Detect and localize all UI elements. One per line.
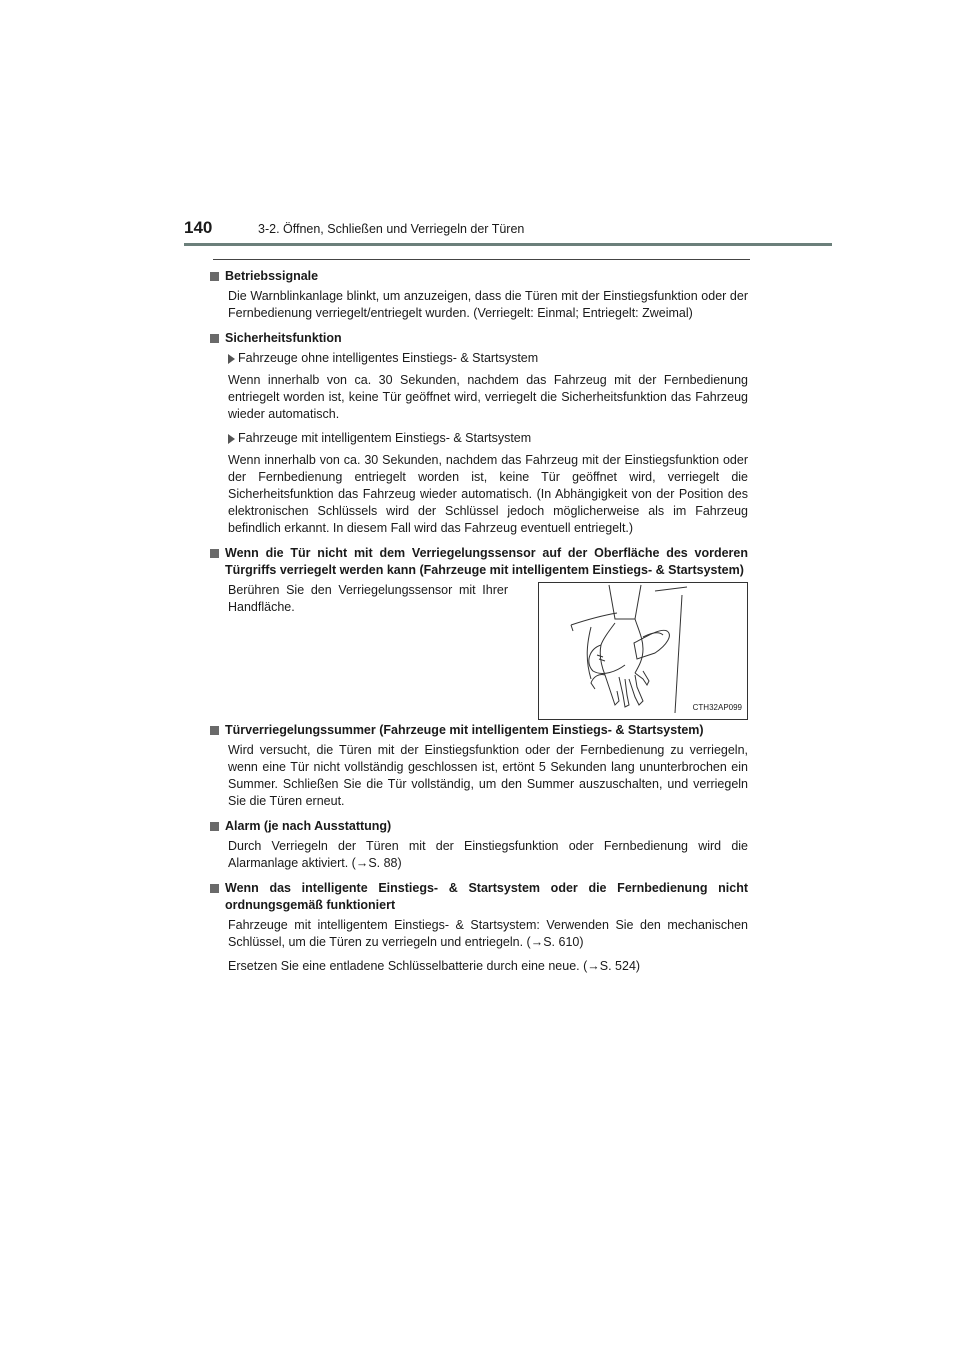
- section-paragraph: Ersetzen Sie eine entladene Schlüsselbatterie durch eine neue. (→S. 524): [228, 959, 641, 973]
- section-title: Wenn die Tür nicht mit dem Verriegelungssensor auf der Oberfläche des vorderen Türgriffs verriegelt werden kann (Fahrzeuge mit intelligentem Einstiegs- & Startsystem): [210, 545, 748, 579]
- sub-heading: Fahrzeuge mit intelligentem Einstiegs- & Startsystem: [228, 430, 748, 447]
- header-rule: [184, 243, 832, 246]
- section-title: Sicherheitsfunktion: [210, 330, 748, 347]
- content-rule: [213, 259, 750, 260]
- square-bullet-icon: [210, 726, 219, 735]
- square-bullet-icon: [210, 549, 219, 558]
- page-content: [210, 268, 748, 982]
- section-title: Betriebssignale: [210, 268, 748, 285]
- page-header: [184, 216, 834, 252]
- square-bullet-icon: [210, 822, 219, 831]
- section-paragraph: Berühren Sie den Verriegelungssensor mit Ihrer Handfläche.: [228, 583, 508, 614]
- square-bullet-icon: [210, 884, 219, 893]
- section-paragraph: Durch Verriegeln der Türen mit der Einstiegsfunktion oder Fernbedienung wird die Alarmanlage aktiviert. (→S. 88): [228, 839, 748, 870]
- section-alarm: [210, 818, 748, 872]
- section-paragraph: Wird versucht, die Türen mit der Einstiegsfunktion oder der Fernbedienung zu verriegeln, wenn eine Tür nicht vollständig geschlossen ist, ertönt 5 Sekunden lang ununterbrochen ein Summer. Schließen Sie die Tür vollständig, um den Summer auszuschalten, und verriegeln Sie die Türen erneut.: [228, 743, 748, 808]
- page-number: 140: [184, 218, 213, 237]
- section-paragraph: Fahrzeuge mit intelligentem Einstiegs- & Startsystem: Verwenden Sie den mechanischen Schlüssel, um die Türen zu verriegeln und entriegeln. (→S. 610): [228, 918, 748, 949]
- section-operation-signals: [210, 268, 748, 322]
- section-paragraph: Wenn innerhalb von ca. 30 Sekunden, nachdem das Fahrzeug mit der Einstiegsfunktion oder der Fernbedienung entriegelt worden ist, keine Tür geöffnet wird, verriegelt die Sicherheitsfunktion das Fahrzeug wieder automatisch. (In Abhängigkeit von der Position des elektronischen Schlüssels wird der Schlüssel jedoch möglicherweise als im Fahrzeug befindlich erkannt. In diesem Fall wird das Fahrzeug eventuell entriegelt.): [228, 453, 748, 535]
- section-title: Alarm (je nach Ausstattung): [210, 818, 748, 835]
- chapter-title: 3-2. Öffnen, Schließen und Verriegeln der Türen: [258, 222, 525, 236]
- section-lock-sensor: [210, 545, 748, 722]
- triangle-bullet-icon: [228, 434, 235, 444]
- section-door-lock-buzzer: [210, 722, 748, 810]
- section-malfunction: [210, 880, 748, 975]
- section-title: Wenn das intelligente Einstiegs- & Startsystem oder die Fernbedienung nicht ordnungsgemäß funktioniert: [210, 880, 748, 914]
- section-paragraph: Wenn innerhalb von ca. 30 Sekunden, nachdem das Fahrzeug mit der Fernbedienung entriegelt worden ist, keine Tür geöffnet wird, verriegelt die Sicherheitsfunktion das Fahrzeug wieder automatisch.: [228, 373, 748, 421]
- triangle-bullet-icon: [228, 354, 235, 364]
- section-title: Türverriegelungssummer (Fahrzeuge mit intelligentem Einstiegs- & Startsystem): [210, 722, 748, 739]
- door-handle-figure: [538, 582, 748, 720]
- section-security-function: [210, 330, 748, 537]
- section-paragraph: Die Warnblinkanlage blinkt, um anzuzeigen, dass die Türen mit der Einstiegsfunktion oder der Fernbedienung verriegelt/entriegelt wurden. (Verriegelt: Einmal; Entriegelt: Zweimal): [228, 289, 748, 320]
- square-bullet-icon: [210, 272, 219, 281]
- figure-id: CTH32AP099: [692, 703, 742, 712]
- figure-row: [210, 582, 748, 722]
- square-bullet-icon: [210, 334, 219, 343]
- sub-heading: Fahrzeuge ohne intelligentes Einstiegs- & Startsystem: [228, 350, 748, 367]
